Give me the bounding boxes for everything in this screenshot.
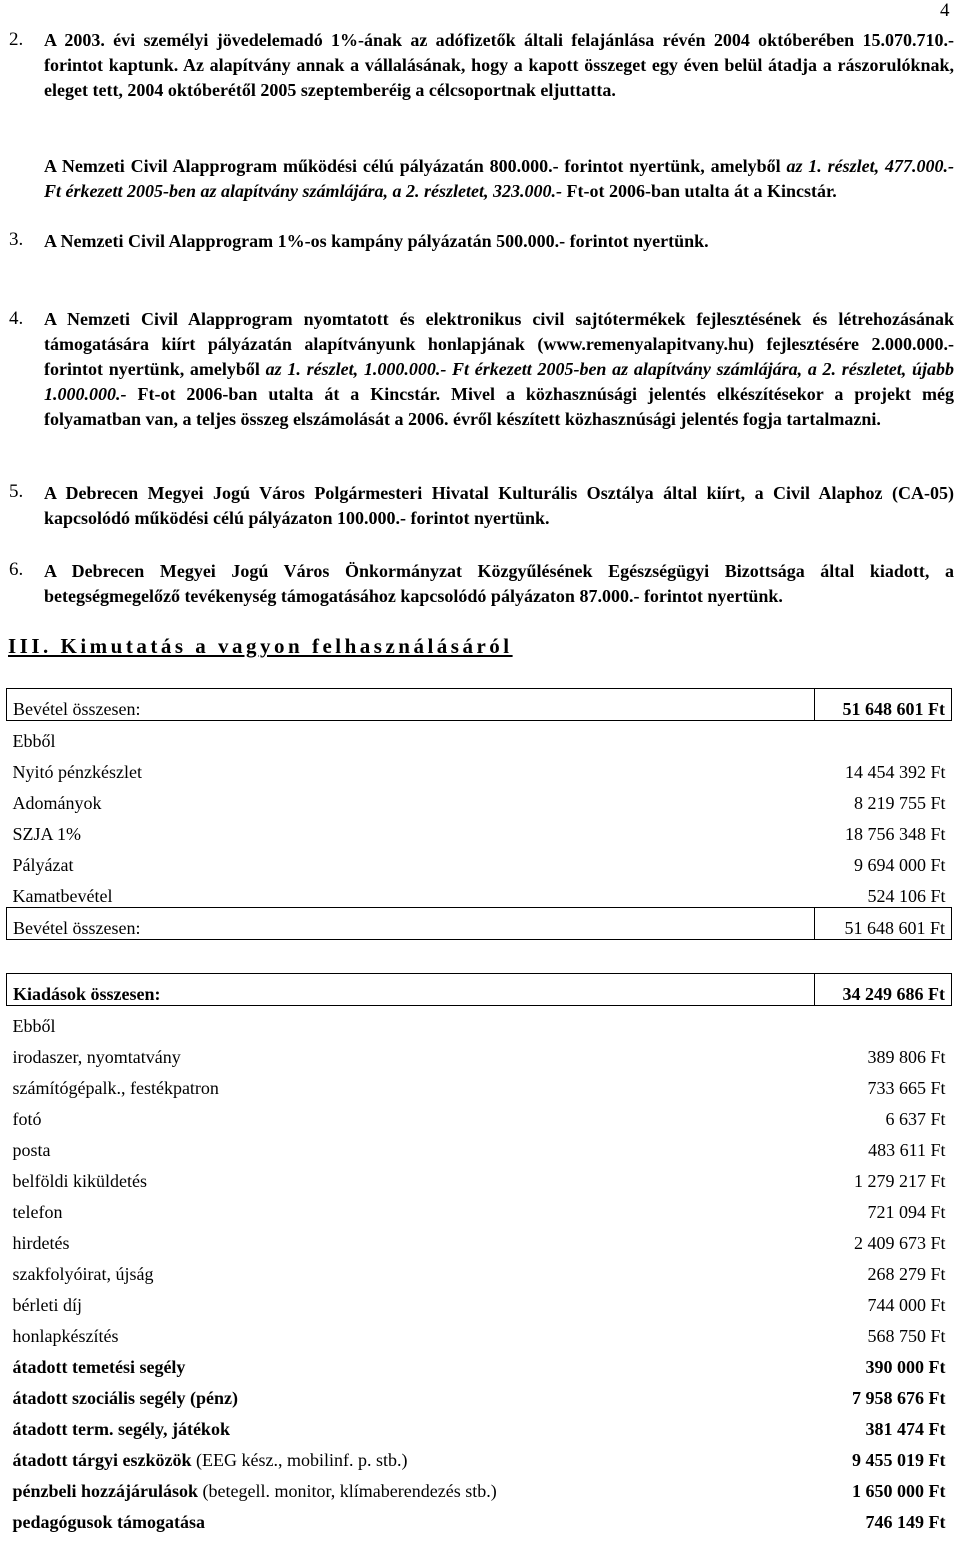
expense-transfer-row-label-suffix: (betegell. monitor, klímaberendezés stb.) — [198, 1481, 497, 1501]
expense-row — [7, 1037, 952, 1068]
expense-row-amount: 721 094 Ft — [867, 1202, 946, 1222]
expense-row-amount: 2 409 673 Ft — [853, 1233, 946, 1253]
item-4-text-italic: az 1. részlet, 1.000.000.- Ft érkezett 2005-ben az alapítvány számlájára, a 2. részletet, újabb 1.000.000.- — [44, 359, 954, 404]
expense-row — [7, 1254, 952, 1285]
item-4-text-a: A Nemzeti Civil Alapprogram nyomtatott és elektronikus civil sajtótermékek fejlesztésének és létrehozásának támogatására kiírt pályázatán alapítványunk honlapjának (www.remenyalapitvany.hu) fejlesztésére 2.000.000.- forintot nyertünk, amelyből — [44, 309, 954, 379]
income-footer-label: Bevétel összesen: — [7, 908, 815, 940]
expense-transfer-row — [7, 1347, 952, 1378]
expense-transfer-row — [7, 1409, 952, 1440]
expense-row-label: számítógépalk., festékpatron — [12, 1078, 219, 1098]
income-row — [7, 752, 952, 783]
expense-transfer-row-label-suffix: (EEG kész., mobilinf. p. stb.) — [191, 1450, 408, 1470]
expenses-total-row — [7, 974, 952, 1006]
expense-transfer-row — [7, 1378, 952, 1409]
expense-row-label: irodaszer, nyomtatvány — [12, 1047, 181, 1067]
income-table — [6, 688, 952, 940]
expense-transfer-row-label: pedagógusok támogatása — [12, 1512, 206, 1532]
item-number-2: 2. — [9, 29, 24, 50]
section-heading: III. Kimutatás a vagyon felhasználásáról — [8, 634, 513, 658]
income-row — [7, 876, 952, 908]
income-row-amount: 524 106 Ft — [867, 886, 946, 906]
expense-transfer-row — [7, 1440, 952, 1471]
item-4-text-c: Ft-ot 2006-ban utalta át a Kincstár. Mivel a közhasznúsági jelentés elkészítésekor a projekt még folyamatban van, a teljes összeg elszámolását a 2006. évről készített közhasznúsági jelentés fogja tartalmazni. — [44, 384, 954, 429]
expenses-table — [6, 973, 952, 1533]
income-row — [7, 814, 952, 845]
expense-transfer-row-amount: 390 000 Ft — [865, 1357, 946, 1377]
expense-transfer-row — [7, 1502, 952, 1533]
page-number: 4 — [940, 0, 950, 21]
expense-row — [7, 1192, 952, 1223]
expenses-of-which-row — [7, 1006, 952, 1038]
expense-transfer-row-amount: 9 455 019 Ft — [852, 1450, 946, 1470]
item-3-text: A Nemzeti Civil Alapprogram 1%-os kampány pályázatán 500.000.- forintot nyertünk. — [44, 231, 709, 251]
expense-row — [7, 1223, 952, 1254]
expense-row-amount: 568 750 Ft — [867, 1326, 946, 1346]
income-row-amount: 18 756 348 Ft — [844, 824, 946, 844]
expense-row-amount: 733 665 Ft — [867, 1078, 946, 1098]
item-number-4: 4. — [9, 308, 24, 329]
expense-row — [7, 1161, 952, 1192]
expense-transfer-row-amount: 1 650 000 Ft — [852, 1481, 946, 1501]
expense-row-amount: 268 279 Ft — [867, 1264, 946, 1284]
item-5-text: A Debrecen Megyei Jogú Város Polgármesteri Hivatal Kulturális Osztálya által kiírt, a Civil Alaphoz (CA-05) kapcsolódó működési célú pályázaton 100.000.- forintot nyertünk. — [44, 483, 954, 528]
expense-row-label: szakfolyóirat, újság — [12, 1264, 154, 1284]
expense-row-label: belföldi kiküldetés — [12, 1171, 147, 1191]
expenses-total-label: Kiadások összesen: — [7, 974, 815, 1006]
income-of-which: Ebből — [12, 731, 56, 751]
expense-row-label: posta — [12, 1140, 51, 1160]
income-total-amount: 51 648 601 Ft — [815, 689, 952, 721]
expense-transfer-row-label: pénzbeli hozzájárulások — [12, 1481, 199, 1501]
item-number-5: 5. — [9, 481, 24, 502]
expense-row-amount: 6 637 Ft — [885, 1109, 946, 1129]
expenses-of-which: Ebből — [12, 1016, 56, 1036]
item-2-cont-a: A Nemzeti Civil Alapprogram működési célú pályázatán 800.000.- forintot nyertünk, amelyből — [44, 156, 787, 176]
expense-transfer-row-amount: 746 149 Ft — [865, 1512, 946, 1532]
expense-row-label: fotó — [12, 1109, 42, 1129]
expense-transfer-row-label: átadott temetési segély — [12, 1357, 186, 1377]
income-row-amount: 14 454 392 Ft — [844, 762, 946, 782]
expense-row — [7, 1099, 952, 1130]
income-row-label: Pályázat — [12, 855, 74, 875]
expenses-total-amount: 34 249 686 Ft — [815, 974, 952, 1006]
income-footer-row — [7, 908, 952, 940]
income-footer-amount: 51 648 601 Ft — [815, 908, 952, 940]
income-row-amount: 8 219 755 Ft — [853, 793, 946, 813]
item-number-3: 3. — [9, 229, 24, 250]
expense-transfer-row-label: átadott szociális segély (pénz) — [12, 1388, 238, 1408]
expense-row-label: hirdetés — [12, 1233, 70, 1253]
expense-row-label: telefon — [12, 1202, 63, 1222]
expense-transfer-row-amount: 7 958 676 Ft — [852, 1388, 946, 1408]
income-row-amount: 9 694 000 Ft — [853, 855, 946, 875]
expense-transfer-row — [7, 1471, 952, 1502]
income-row-label: Adományok — [12, 793, 102, 813]
income-row — [7, 783, 952, 814]
item-2-paragraph: A 2003. évi személyi jövedelemadó 1%-ának az adófizetők általi felajánlása révén 2004 októberében 15.070.710.- forintot kaptunk. Az alapítvány annak a vállalásának, hogy a kapott összeget egy éven belül átadja a rászorulóknak, eleget tett, 2004 októberétől 2005 szeptemberéig a célcsoportnak eljuttatta. — [44, 30, 954, 100]
income-row — [7, 845, 952, 876]
expense-row-amount: 483 611 Ft — [868, 1140, 946, 1160]
expense-row-amount: 389 806 Ft — [867, 1047, 946, 1067]
income-row-label: Kamatbevétel — [12, 886, 113, 906]
expense-row-label: bérleti díj — [12, 1295, 82, 1315]
expense-row — [7, 1285, 952, 1316]
expense-row-amount: 1 279 217 Ft — [853, 1171, 946, 1191]
expense-transfer-row-label: átadott tárgyi eszközök — [12, 1450, 192, 1470]
income-of-which-row — [7, 721, 952, 753]
income-row-label: SZJA 1% — [12, 824, 82, 844]
expense-transfer-row-amount: 381 474 Ft — [865, 1419, 946, 1439]
expense-row — [7, 1130, 952, 1161]
expense-transfer-row-label: átadott term. segély, játékok — [12, 1419, 230, 1439]
expense-row-label: honlapkészítés — [12, 1326, 119, 1346]
item-number-6: 6. — [9, 559, 24, 580]
item-2-continuation — [44, 154, 954, 204]
item-2-cont-c: Ft-ot 2006-ban utalta át a Kincstár. — [561, 181, 837, 201]
income-total-row — [7, 689, 952, 721]
item-6-text: A Debrecen Megyei Jogú Város Önkormányzat Közgyűlésének Egészségügyi Bizottsága által kiadott, a betegségmegelőző tevékenység támogatásához kapcsolódó pályázaton 87.000.- forintot nyertünk. — [44, 561, 954, 606]
expense-row — [7, 1316, 952, 1347]
item-4-text — [44, 307, 954, 432]
income-row-label: Nyitó pénzkészlet — [12, 762, 142, 782]
expense-row-amount: 744 000 Ft — [867, 1295, 946, 1315]
expense-row — [7, 1068, 952, 1099]
income-total-label: Bevétel összesen: — [7, 689, 815, 721]
item-2-cont-italic: az 1. részlet, 477.000.- Ft érkezett 2005-ben az alapítvány számlájára, a 2. részletet, 323.000.- — [44, 156, 954, 201]
